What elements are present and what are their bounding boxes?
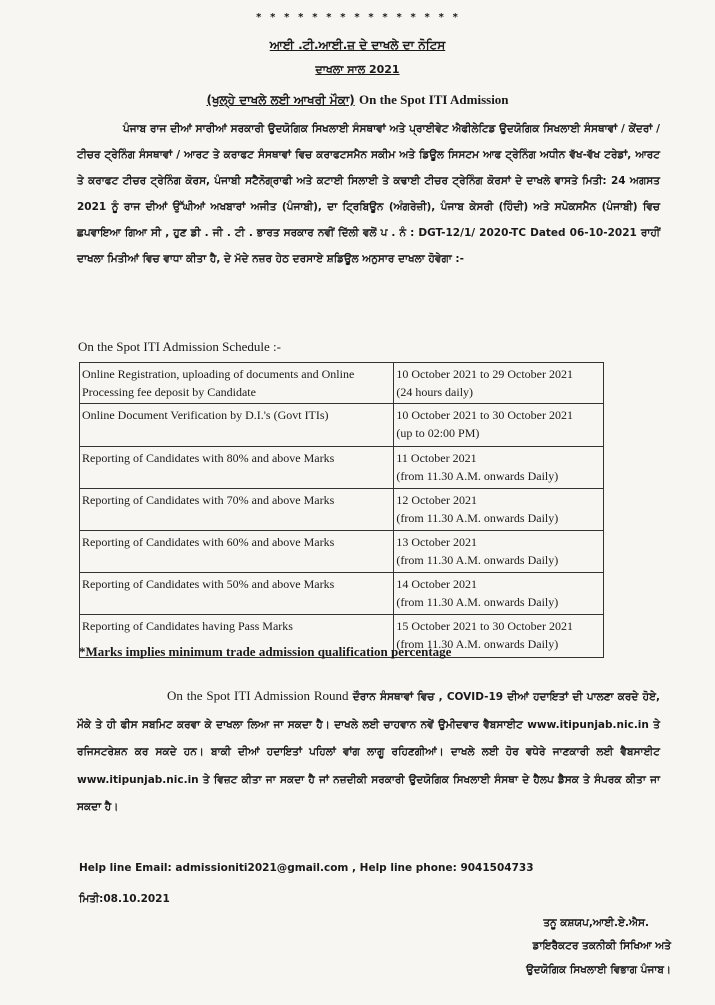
marks-footnote: *Marks implies minimum trade admission qualification percentage	[79, 644, 452, 659]
date-text: 10 October 2021 to 29 October 2021	[396, 367, 574, 381]
table-row	[80, 404, 604, 447]
table-row	[80, 363, 604, 404]
subtitle-punjabi: (ਖੁਲ੍ਹੇ ਦਾਖਲੇ ਲਈ ਆਖਰੀ ਮੌਕਾ)	[206, 93, 355, 107]
activity-cell: Reporting of Candidates with 50% and above Marks	[80, 573, 394, 615]
date-cell	[394, 447, 604, 489]
body-text: ਦੌਰਾਨ ਸੰਸਥਾਵਾਂ ਵਿਚ , COVID-19 ਦੀਆਂ ਹਦਾਇਤਾਂ ਦੀ ਪਾਲਣਾ ਕਰਦੇ ਹੋਏ, ਮੌਕੇ ਤੇ ਹੀ ਫੀਸ ਸਬਮਿਟ ਕਰਵਾ ਕੇ ਦਾਖਲਾ ਲਿਆ ਜਾ ਸਕਦਾ ਹੈ। ਦਾਖਲੇ ਲਈ ਚਾਹਵਾਨ ਨਵੇਂ ਉਮੀਦਵਾਰ ਵੈਬਸਾਈਟ www.itipunjab.nic.in ਤੇ ਰਜਿਸਟਰੇਸ਼ਨ ਕਰ ਸਕਦੇ ਹਨ। ਬਾਕੀ ਦੀਆਂ ਹਦਾਇਤਾਂ ਪਹਿਲਾਂ ਵਾਂਗ ਲਾਗੂ ਰਹਿਣਗੀਆਂ। ਦਾਖਲੇ ਲਈ ਹੋਰ ਵਧੇਰੇ ਜਾਣਕਾਰੀ ਲਈ ਵੈਬਸਾਈਟ www.itipunjab.nic.in ਤੇ ਵਿਜ਼ਟ ਕੀਤਾ ਜਾ ਸਕਦਾ ਹੈ ਜਾਂ ਨਜ਼ਦੀਕੀ ਸਰਕਾਰੀ ਉਦਯੋਗਿਕ ਸਿਖਲਾਈ ਸੰਸਥਾ ਦੇ ਹੈਲਪ ਡੈਸਕ ਤੇ ਸੰਪਰਕ ਕੀਤਾ ਜਾ ਸਕਦਾ ਹੈ।	[77, 691, 660, 813]
date-text: 10 October 2021 to 30 October 2021	[396, 408, 574, 422]
date-note: (from 11.30 A.M. onwards Daily)	[396, 553, 559, 567]
date-cell	[394, 531, 604, 573]
table-row	[80, 531, 604, 573]
date-cell	[394, 404, 604, 447]
date-text: 13 October 2021	[396, 535, 478, 549]
body-lead-english: On the Spot ITI Admission Round	[167, 688, 349, 703]
date-note: (from 11.30 A.M. onwards Daily)	[396, 469, 559, 483]
activity-cell: Online Registration, uploading of documents and Online Processing fee deposit by Candidate	[80, 363, 394, 404]
body-paragraph	[77, 682, 660, 822]
date-note: (from 11.30 A.M. onwards Daily)	[396, 637, 559, 651]
helpline-contact: Help line Email: admissioniti2021@gmail.com , Help line phone: 9041504733	[79, 862, 534, 874]
schedule-title: On the Spot ITI Admission Schedule :-	[78, 339, 281, 354]
signatory-department: ਉਦਯੋਗਿਕ ਸਿਖਲਾਈ ਵਿਭਾਗ ਪੰਜਾਬ।	[526, 964, 671, 976]
activity-cell: Online Document Verification by D.I.'s (Govt ITIs)	[80, 404, 394, 447]
date-cell	[394, 489, 604, 531]
date-text: 12 October 2021	[396, 493, 478, 507]
activity-cell: Reporting of Candidates having Pass Marks	[80, 615, 394, 658]
notice-date: ਮਿਤੀ:08.10.2021	[79, 893, 170, 905]
activity-cell: Reporting of Candidates with 60% and above Marks	[80, 531, 394, 573]
date-note: (24 hours daily)	[396, 385, 474, 399]
date-note: (from 11.30 A.M. onwards Daily)	[396, 511, 559, 525]
date-text: 14 October 2021	[396, 577, 478, 591]
activity-cell: Reporting of Candidates with 70% and above Marks	[80, 489, 394, 531]
subtitle-english: On the Spot ITI Admission	[358, 92, 509, 107]
admission-session: ਦਾਖਲਾ ਸਾਲ 2021	[315, 63, 400, 76]
table-row	[80, 573, 604, 615]
intro-paragraph: ਪੰਜਾਬ ਰਾਜ ਦੀਆਂ ਸਾਰੀਆਂ ਸਰਕਾਰੀ ਉਦਯੋਗਿਕ ਸਿਖਲਾਈ ਸੰਸਥਾਵਾਂ ਅਤੇ ਪ੍ਰਾਈਵੇਟ ਐਫੀਲੇਟਿਡ ਉਦਯੋਗਿਕ ਸਿਖਲਾਈ ਸੰਸਥਾਵਾਂ / ਕੇਂਦਰਾਂ / ਟੀਚਰ ਟ੍ਰੇਨਿੰਗ ਸੰਸਥਾਵਾਂ / ਆਰਟ ਤੇ ਕਰਾਫਟ ਸੰਸਥਾਵਾਂ ਵਿਚ ਕਰਾਫਟਸਮੈਨ ਸਕੀਮ ਅਤੇ ਡਿਊਲ ਸਿਸਟਮ ਆਫ ਟ੍ਰੇਨਿੰਗ ਅਧੀਨ ਵੱਖ-ਵੱਖ ਟਰੇਡਾਂ, ਆਰਟ ਤੇ ਕਰਾਫਟ ਟੀਚਰ ਟ੍ਰੇਨਿੰਗ ਕੋਰਸ, ਪੰਜਾਬੀ ਸਟੈਨੋਗ੍ਰਾਫੀ ਅਤੇ ਕਟਾਈ ਸਿਲਾਈ ਤੇ ਕਢਾਈ ਟੀਚਰ ਟ੍ਰੇਨਿੰਗ ਕੋਰਸਾਂ ਦੇ ਦਾਖਲੇ ਵਾਸਤੇ ਮਿਤੀ: 24 ਅਗਸਤ 2021 ਨੂੰ ਰਾਜ ਦੀਆਂ ਉੱਘੀਆਂ ਅਖਬਾਰਾਂ ਅਜੀਤ (ਪੰਜਾਬੀ), ਦਾ ਟ੍ਰਿਬਿਊਨ (ਅੰਗਰੇਜ਼ੀ), ਪੰਜਾਬ ਕੇਸਰੀ (ਹਿੰਦੀ) ਅਤੇ ਸਪੋਕਸਮੈਨ (ਪੰਜਾਬੀ) ਵਿਚ ਛਪਵਾਇਆ ਗਿਆ ਸੀ , ਹੁਣ ਡੀ . ਜੀ . ਟੀ . ਭਾਰਤ ਸਰਕਾਰ ਨਵੀਂ ਦਿੱਲੀ ਵਲੋਂ ਪ . ਨੰ : DGT-12/1/ 2020-TC Dated 06-10-2021 ਰਾਹੀਂ ਦਾਖਲਾ ਮਿਤੀਆਂ ਵਿਚ ਵਾਧਾ ਕੀਤਾ ਹੈ, ਦੇ ਮੱਦੇ ਨਜ਼ਰ ਹੇਠ ਦਰਸਾਏ ਸ਼ਡਿਊਲ ਅਨੁਸਾਰ ਦਾਖਲਾ ਹੋਵੇਗਾ :-	[77, 123, 660, 265]
activity-cell: Reporting of Candidates with 80% and above Marks	[80, 447, 394, 489]
date-cell	[394, 363, 604, 404]
table-row	[80, 447, 604, 489]
notice-title: ਆਈ .ਟੀ.ਆਈ.ਜ਼ ਦੇ ਦਾਖਲੇ ਦਾ ਨੋਟਿਸ	[269, 38, 446, 52]
date-note: (up to 02:00 PM)	[396, 426, 480, 440]
table-row	[80, 489, 604, 531]
date-text: 15 October 2021 to 30 October 2021	[396, 619, 574, 633]
signatory-name: ਤਨੂ ਕਸ਼ਯਪ,ਆਈ.ਏ.ਐਸ.	[543, 917, 649, 929]
schedule-table	[79, 362, 604, 658]
date-note: (from 11.30 A.M. onwards Daily)	[396, 595, 559, 609]
date-text: 11 October 2021	[396, 451, 477, 465]
signatory-designation: ਡਾਇਰੈਕਟਰ ਤਕਨੀਕੀ ਸਿਖਿਆ ਅਤੇ	[532, 940, 671, 952]
date-cell	[394, 573, 604, 615]
header-stars: * * * * * * * * * * * * * * *	[255, 12, 460, 23]
notice-subtitle	[0, 92, 715, 108]
